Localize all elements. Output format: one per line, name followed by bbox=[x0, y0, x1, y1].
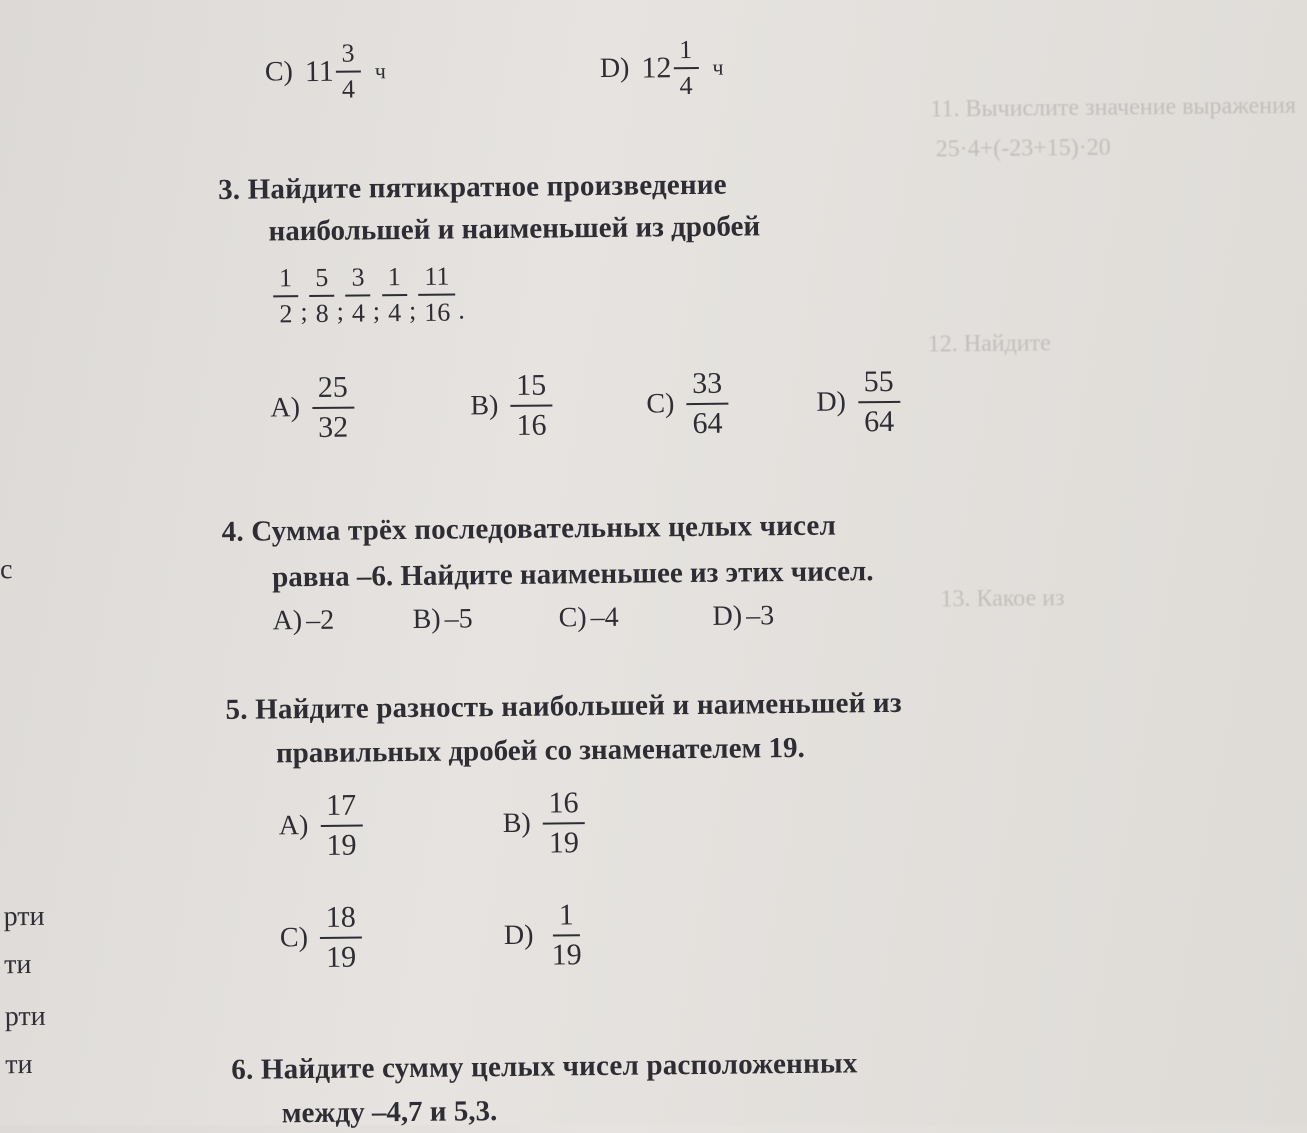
fraction bbox=[320, 788, 363, 862]
fraction bbox=[312, 370, 355, 444]
fraction-denominator: 19 bbox=[325, 940, 357, 974]
fraction-numerator: 16 bbox=[542, 788, 584, 824]
question-4-line2: равна –6. Найдите наименьшее из этих чисел. bbox=[271, 555, 874, 594]
bleed-text: 11. Вычислите значение выражения bbox=[930, 92, 1297, 123]
option-letter: A) bbox=[270, 392, 301, 424]
option-letter: B) bbox=[412, 603, 441, 635]
question-3-option-d bbox=[816, 364, 900, 439]
question-5-option-c bbox=[279, 900, 363, 974]
mixed-whole: 12 bbox=[641, 51, 672, 85]
option-letter: C) bbox=[264, 56, 294, 88]
question-3-fraction-list bbox=[273, 263, 467, 327]
option-letter: B) bbox=[502, 807, 531, 840]
bleed-text: 12. Найдите bbox=[927, 330, 1051, 358]
option-value: –2 bbox=[306, 604, 335, 637]
fraction bbox=[418, 263, 457, 325]
question-3-option-c bbox=[646, 366, 729, 441]
fraction bbox=[345, 264, 371, 326]
question-5-title: 5. Найдите разность наибольшей и наименьшей из bbox=[225, 686, 902, 726]
fraction bbox=[542, 788, 585, 858]
fraction-numerator: 1 bbox=[273, 265, 298, 297]
question-4-option-c bbox=[558, 602, 618, 635]
bleed-text: 13. Какое из bbox=[940, 585, 1065, 613]
fraction-numerator: 55 bbox=[858, 367, 900, 403]
option-value: –4 bbox=[590, 601, 619, 634]
fraction-numerator: 1 bbox=[382, 264, 407, 296]
fraction-denominator: 32 bbox=[317, 410, 349, 444]
option-letter: C) bbox=[279, 922, 309, 954]
separator: ; bbox=[372, 296, 381, 326]
fraction-denominator: 19 bbox=[548, 826, 580, 860]
fraction-denominator: 2 bbox=[279, 299, 293, 329]
fraction-denominator: 64 bbox=[863, 404, 895, 439]
question-3-option-b bbox=[470, 370, 553, 441]
fraction-denominator: 19 bbox=[326, 828, 357, 862]
question-3-line2: наибольшей и наименьшей из дробей bbox=[268, 210, 761, 248]
fraction-denominator: 19 bbox=[551, 938, 582, 972]
fraction bbox=[309, 262, 335, 328]
fraction bbox=[273, 265, 299, 327]
answer-option-c bbox=[265, 40, 387, 103]
option-letter: B) bbox=[470, 390, 499, 422]
fraction-denominator: 4 bbox=[387, 298, 402, 328]
question-5-option-b bbox=[502, 788, 585, 859]
question-5-option-a bbox=[278, 788, 362, 862]
question-5-option-d bbox=[504, 900, 588, 971]
margin-fragment: рти bbox=[4, 1000, 46, 1033]
margin-fragment: с bbox=[0, 554, 13, 586]
question-3-option-a bbox=[270, 370, 354, 444]
separator: ; bbox=[408, 295, 417, 325]
fraction-denominator: 4 bbox=[679, 71, 693, 101]
option-letter: D) bbox=[599, 52, 630, 84]
fraction bbox=[335, 40, 361, 102]
fraction-denominator: 16 bbox=[516, 408, 547, 442]
fraction bbox=[382, 264, 408, 326]
margin-fragment: ти bbox=[5, 1048, 33, 1081]
option-letter: D) bbox=[712, 600, 743, 632]
bleed-text: 25·4+(-23+15)·20 bbox=[935, 134, 1111, 163]
fraction-numerator: 11 bbox=[418, 263, 455, 295]
fraction-numerator: 1 bbox=[553, 900, 580, 936]
mixed-whole: 11 bbox=[304, 54, 334, 89]
fraction bbox=[673, 37, 699, 99]
fraction-numerator: 25 bbox=[312, 373, 354, 409]
fraction-numerator: 15 bbox=[510, 370, 552, 406]
option-letter: A) bbox=[272, 605, 303, 637]
separator: . bbox=[458, 295, 465, 325]
fraction-numerator: 3 bbox=[345, 264, 370, 296]
question-4-option-a bbox=[272, 605, 334, 638]
fraction bbox=[545, 900, 588, 970]
fraction-numerator: 5 bbox=[309, 265, 334, 297]
unit-label: ч bbox=[374, 58, 386, 84]
fraction bbox=[510, 370, 553, 440]
option-letter: C) bbox=[646, 388, 675, 420]
question-3-title: 3. Найдите пятикратное произведение bbox=[217, 168, 727, 206]
question-6-line2: между –4,7 и 5,3. bbox=[281, 1095, 498, 1130]
fraction-denominator: 64 bbox=[692, 406, 723, 441]
answer-option-d bbox=[600, 37, 724, 100]
question-6-title: 6. Найдите сумму целых чисел расположенных bbox=[231, 1047, 858, 1086]
option-letter: A) bbox=[278, 810, 309, 842]
question-4-option-b bbox=[412, 603, 472, 636]
option-value: –3 bbox=[745, 600, 775, 632]
fraction-numerator: 17 bbox=[320, 791, 362, 827]
option-letter: D) bbox=[503, 919, 534, 952]
question-4-title: 4. Сумма трёх последовательных целых чисел bbox=[221, 509, 837, 548]
question-4-option-d bbox=[712, 600, 774, 633]
unit-label: ч bbox=[712, 54, 724, 80]
margin-fragment: рти bbox=[3, 900, 45, 933]
separator: ; bbox=[300, 297, 308, 327]
fraction-numerator: 33 bbox=[686, 369, 728, 405]
fraction bbox=[858, 364, 901, 439]
option-letter: D) bbox=[816, 386, 847, 418]
option-value: –5 bbox=[444, 603, 473, 635]
question-5-line2: правильных дробей со знаменателем 19. bbox=[275, 731, 805, 770]
option-letter: C) bbox=[558, 602, 587, 634]
fraction-denominator: 4 bbox=[351, 298, 366, 328]
fraction-denominator: 4 bbox=[341, 74, 356, 104]
fraction bbox=[320, 900, 363, 974]
fraction-numerator: 18 bbox=[320, 903, 362, 939]
separator: ; bbox=[336, 296, 345, 326]
fraction-numerator: 3 bbox=[335, 40, 360, 72]
fraction-denominator: 16 bbox=[424, 297, 451, 327]
fraction-numerator: 1 bbox=[673, 37, 698, 69]
fraction bbox=[686, 366, 729, 441]
margin-fragment: ти bbox=[4, 948, 32, 981]
fraction-denominator: 8 bbox=[315, 298, 329, 328]
